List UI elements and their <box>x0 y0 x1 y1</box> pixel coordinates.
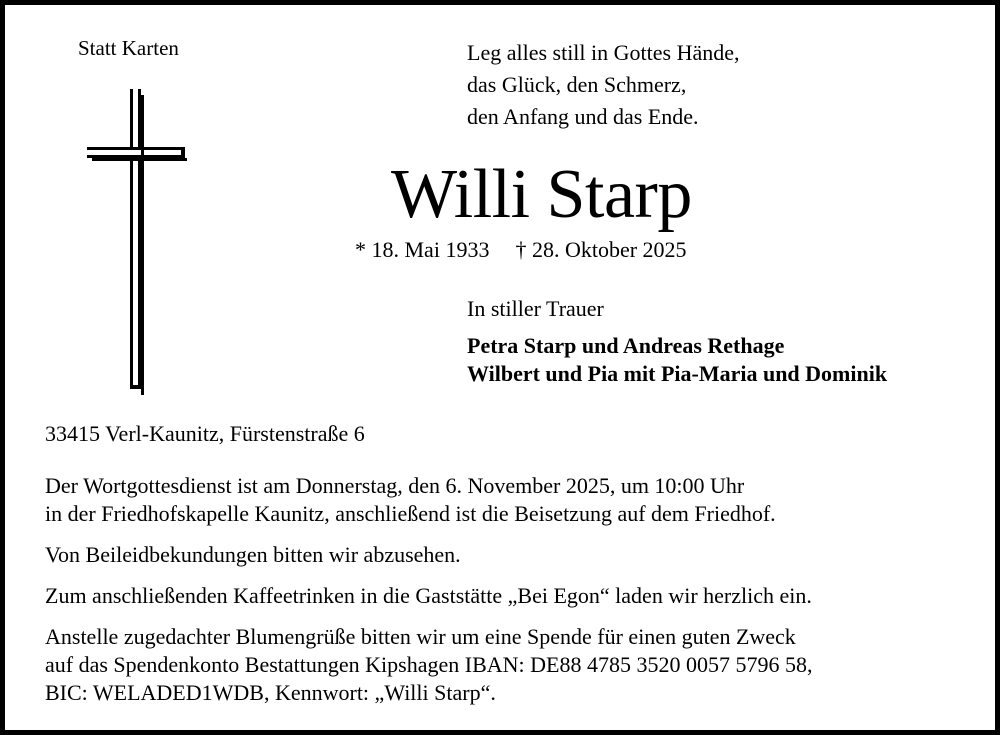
mourner-line: Petra Starp und Andreas Rethage <box>467 333 785 358</box>
poem-line: den Anfang und das Ende. <box>467 104 699 129</box>
address: 33415 Verl-Kaunitz, Fürstenstraße 6 <box>45 421 365 446</box>
mourner-line: Wilbert und Pia mit Pia-Maria und Dominik <box>467 361 888 386</box>
donation-line: BIC: WELADED1WDB, Kennwort: „Willi Starp“. <box>45 680 496 705</box>
poem-line: Leg alles still in Gottes Hände, <box>467 40 740 65</box>
coffee-paragraph: Zum anschließenden Kaffeetrinken in die Gaststätte „Bei Egon“ laden wir herzlich ein. <box>45 583 812 608</box>
birth-date: * 18. Mai 1933 <box>355 237 490 262</box>
death-date: † 28. Oktober 2025 <box>515 237 687 262</box>
service-line: in der Friedhofskapelle Kaunitz, anschließend ist die Beisetzung auf dem Friedhof. <box>45 501 776 526</box>
statt-karten-note: Statt Karten <box>78 36 179 60</box>
donation-line: auf das Spendenkonto Bestattungen Kipshagen IBAN: DE88 4785 3520 0057 5796 58, <box>45 652 813 677</box>
poem <box>467 37 740 133</box>
poem-line: das Glück, den Schmerz, <box>467 72 687 97</box>
condolences-paragraph: Von Beileidbekundungen bitten wir abzusehen. <box>45 542 461 567</box>
mourners-list <box>467 332 887 388</box>
mourning-intro: In stiller Trauer <box>467 296 604 321</box>
service-paragraph <box>45 472 776 528</box>
donation-paragraph <box>45 623 812 707</box>
deceased-name: Willi Starp <box>391 156 692 233</box>
service-line: Der Wortgottesdienst ist am Donnerstag, den 6. November 2025, um 10:00 Uhr <box>45 473 745 498</box>
donation-line: Anstelle zugedachter Blumengrüße bitten wir um eine Spende für einen guten Zweck <box>45 624 796 649</box>
life-dates <box>355 235 687 265</box>
cross-icon <box>87 89 187 397</box>
